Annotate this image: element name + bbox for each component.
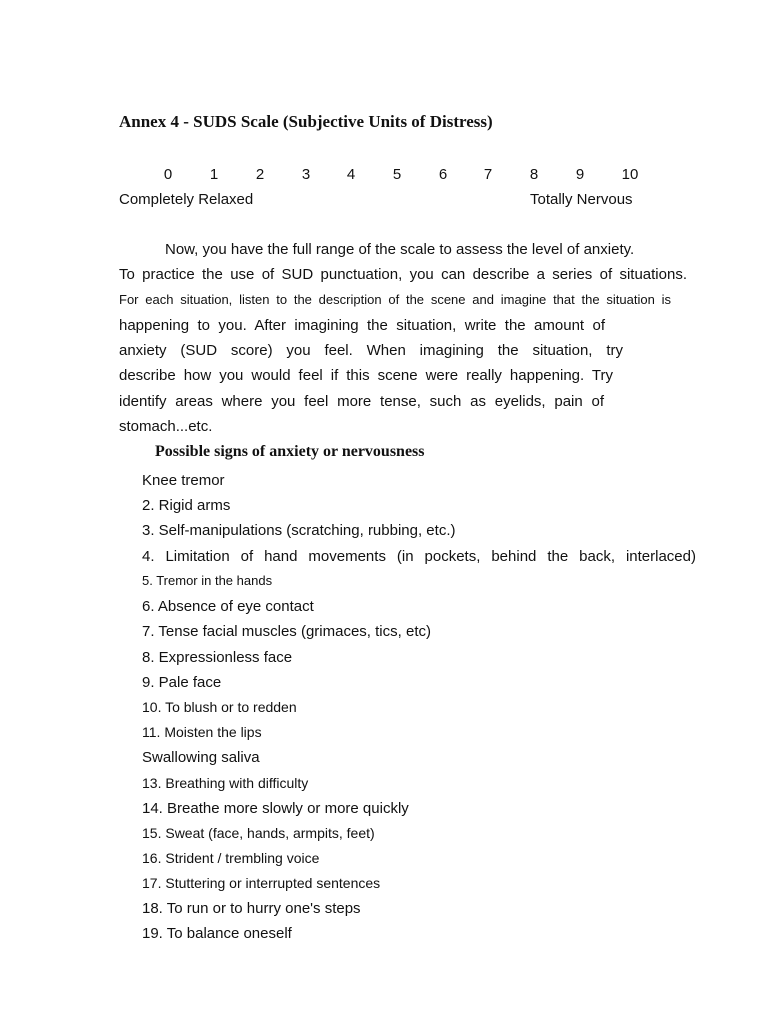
list-item: 7. Tense facial muscles (grimaces, tics, etc) [142,623,431,640]
scale-number: 9 [575,166,585,183]
list-item: Swallowing saliva [142,749,260,766]
list-item: 18. To run or to hurry one's steps [142,900,361,917]
suds-scale-numbers [0,166,768,186]
scale-number: 8 [529,166,539,183]
scale-number: 2 [255,166,265,183]
scale-number: 7 [483,166,493,183]
list-item: 6. Absence of eye contact [142,598,314,615]
scale-number: 3 [301,166,311,183]
list-item: 16. Strident / trembling voice [142,850,320,866]
list-item: 9. Pale face [142,674,222,691]
list-item: Knee tremor [142,472,225,489]
scale-number: 6 [438,166,448,183]
paragraph-line: happening to you. After imagining the situation, write the amount of [119,317,605,334]
list-item: 14. Breathe more slowly or more quickly [142,800,409,817]
list-item: 4. Limitation of hand movements (in pockets, behind the back, interlaced) [142,548,696,565]
list-item: 19. To balance oneself [142,925,292,942]
scale-high-label: Totally Nervous [530,191,633,208]
paragraph-line: For each situation, listen to the description of the scene and imagine that the situation is [119,292,671,307]
paragraph-line: describe how you would feel if this scene were really happening. Try [119,367,613,384]
list-item: 8. Expressionless face [142,649,293,666]
scale-number: 4 [346,166,356,183]
signs-heading: Possible signs of anxiety or nervousness [155,443,425,460]
list-item: 5. Tremor in the hands [142,573,273,588]
list-item: 10. To blush or to redden [142,699,297,715]
list-item: 11. Moisten the lips [142,724,262,740]
list-item: 15. Sweat (face, hands, armpits, feet) [142,825,375,841]
list-item: 17. Stuttering or interrupted sentences [142,875,381,891]
paragraph-line: identify areas where you feel more tense, such as eyelids, pain of [119,393,604,410]
scale-number: 5 [392,166,402,183]
scale-number: 0 [163,166,173,183]
paragraph-line: To practice the use of SUD punctuation, you can describe a series of situations. [119,266,687,283]
scale-number: 1 [209,166,219,183]
list-item: 2. Rigid arms [142,497,231,514]
list-item: 13. Breathing with difficulty [142,775,309,791]
list-item: 3. Self-manipulations (scratching, rubbing, etc.) [142,522,456,539]
paragraph-line: anxiety (SUD score) you feel. When imagining the situation, try [119,342,623,359]
scale-number: 10 [621,166,639,183]
scale-low-label: Completely Relaxed [119,191,254,208]
paragraph-line: stomach...etc. [119,418,213,435]
page-title: Annex 4 - SUDS Scale (Subjective Units of Distress) [119,112,493,131]
paragraph-line: Now, you have the full range of the scale to assess the level of anxiety. [165,241,635,258]
